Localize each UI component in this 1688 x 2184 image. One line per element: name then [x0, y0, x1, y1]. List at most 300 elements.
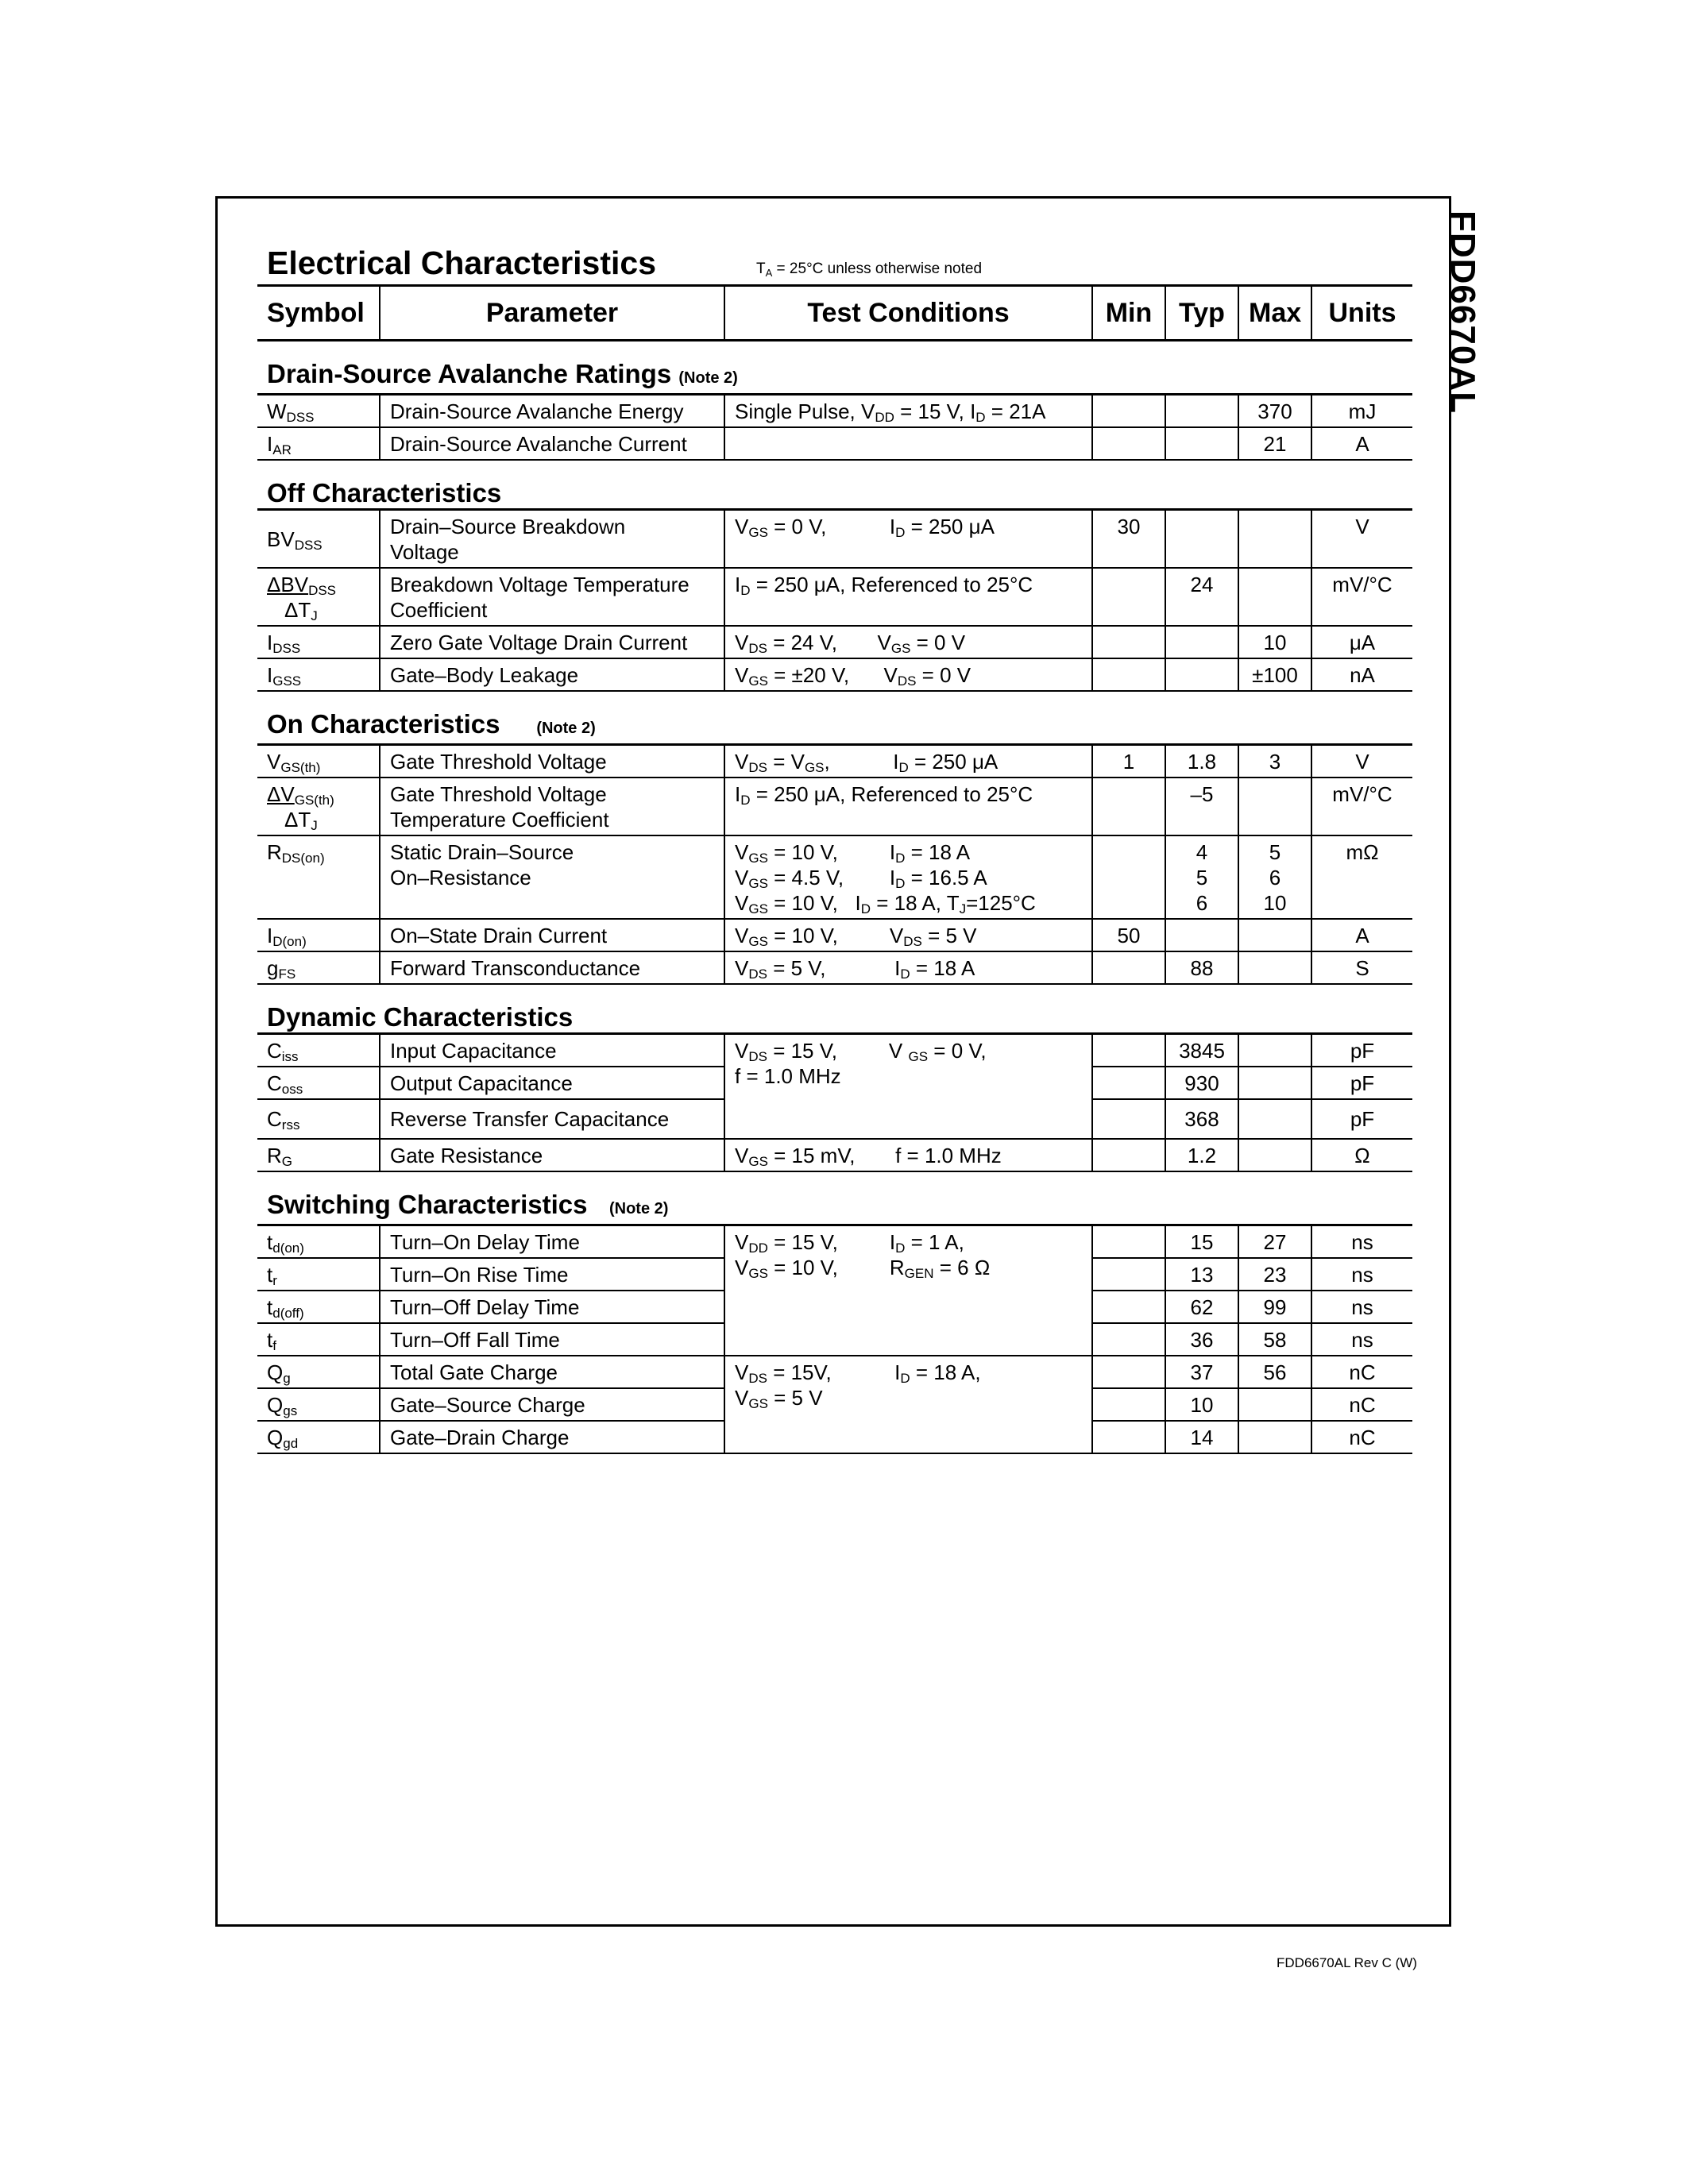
table-cell: mV/°C: [1311, 778, 1412, 835]
table-cell: [1092, 835, 1165, 919]
table-cell: [267, 781, 369, 807]
table-cell: I: [267, 663, 273, 687]
table-cell: R: [267, 1144, 282, 1167]
table-cell: [257, 951, 380, 984]
table-row: [257, 510, 1412, 569]
table-cell: W: [267, 399, 287, 423]
test-condition: $V_{DS} = V_{GS}$, $I_D = 250$ μA: [724, 745, 1092, 778]
table-cell: Zero Gate Voltage Drain Current: [380, 626, 724, 658]
table-cell: –5: [1165, 778, 1238, 835]
table-cell: [1165, 427, 1238, 460]
subscript: gd: [283, 1436, 299, 1451]
table-cell: Output Capacitance: [380, 1067, 724, 1099]
header-min: Min: [1092, 286, 1165, 341]
table-cell: 88: [1165, 951, 1238, 984]
test-condition: $V_{DS} = 15V$, $I_D = 18$ A,: [735, 1360, 981, 1386]
table-cell: [1238, 568, 1311, 626]
page-title: Electrical Characteristics: [267, 245, 656, 281]
table-cell: Total Gate Charge: [380, 1356, 724, 1388]
table-cell: [1238, 1099, 1311, 1139]
subscript: DS: [748, 1049, 767, 1064]
table-cell: [1092, 395, 1165, 428]
header-test-conditions: Test Conditions: [724, 286, 1092, 341]
table-cell: [724, 1034, 1092, 1140]
table-cell: [1092, 1099, 1165, 1139]
table-cell: Coefficient: [390, 598, 488, 622]
table-cell: [257, 778, 380, 835]
table-cell: [257, 1067, 380, 1099]
table-cell: I: [267, 432, 273, 456]
subscript: f: [272, 1338, 276, 1353]
table-cell: = 25°C unless otherwise noted: [772, 260, 983, 277]
table-cell: nC: [1311, 1356, 1412, 1388]
table-row: [257, 395, 1412, 428]
table-cell: Turn–On Rise Time: [380, 1258, 724, 1291]
table-cell: V: [1311, 745, 1412, 778]
table-cell: ±100: [1238, 658, 1311, 691]
subscript: D: [895, 876, 906, 891]
test-condition: $V_{GS} = \pm 20$ V, $V_{DS} = 0$ V: [724, 658, 1092, 691]
table-cell: Dynamic Characteristics: [267, 1002, 574, 1032]
table-cell: [257, 1356, 380, 1388]
table-cell: ΔV: [267, 782, 295, 806]
table-cell: [257, 1034, 380, 1067]
subscript: DS(on): [281, 851, 325, 866]
subscript: DD: [875, 410, 894, 425]
subscript: D: [895, 1241, 906, 1256]
subscript: FS: [278, 967, 296, 982]
table-cell: 10: [1238, 626, 1311, 658]
subscript: GS: [804, 760, 825, 775]
subscript: D: [900, 1371, 910, 1386]
table-cell: Gate–Body Leakage: [380, 658, 724, 691]
table-cell: [1165, 835, 1238, 919]
table-cell: 370: [1238, 395, 1311, 428]
table-cell: 1.2: [1165, 1139, 1238, 1171]
table-cell: [257, 835, 380, 919]
table-header-row: [257, 286, 1412, 341]
subscript: rss: [281, 1117, 300, 1133]
test-condition: $I_D = 250$ μA, Referenced to 25°C: [724, 778, 1092, 835]
table-cell: Turn–Off Fall Time: [380, 1323, 724, 1356]
table-cell: Reverse Transfer Capacitance: [380, 1099, 724, 1139]
table-cell: [1165, 919, 1238, 951]
table-cell: 21: [1238, 427, 1311, 460]
table-cell: Gate Threshold Voltage: [380, 745, 724, 778]
subscript: J: [311, 818, 318, 833]
table-cell: [257, 691, 1412, 745]
subscript: D: [975, 410, 986, 425]
table-cell: Breakdown Voltage Temperature: [390, 573, 689, 596]
test-condition: $V_{DS} = 5$ V, $I_D = 18$ A: [724, 951, 1092, 984]
table-cell: Drain-Source Avalanche Current: [380, 427, 724, 460]
section-avalanche: [257, 341, 1412, 395]
table-cell: mΩ: [1311, 835, 1412, 919]
subscript: A: [765, 267, 773, 279]
table-cell: [1238, 1388, 1311, 1421]
subscript: GSS: [272, 673, 302, 689]
table-cell: Q: [267, 1393, 284, 1417]
subscript: d(off): [272, 1306, 304, 1321]
table-cell: ns: [1311, 1225, 1412, 1259]
subscript: DSS: [308, 583, 337, 598]
table-cell: [257, 510, 380, 569]
table-cell: [257, 427, 380, 460]
table-cell: 5: [1196, 866, 1208, 889]
table-cell: nA: [1311, 658, 1412, 691]
test-condition: $V_{DS} = 24$ V, $V_{GS} = 0$ V: [724, 626, 1092, 658]
condition-note: [756, 260, 982, 278]
table-cell: Gate Threshold Voltage: [390, 782, 607, 806]
section-switching: [257, 1171, 1412, 1225]
table-cell: A: [1311, 427, 1412, 460]
header-symbol: Symbol: [257, 286, 380, 341]
table-cell: mJ: [1311, 395, 1412, 428]
table-cell: [257, 1139, 380, 1171]
table-row: [257, 427, 1412, 460]
table-cell: [724, 427, 1092, 460]
test-condition: $V_{GS} = 10$ V, $I_D = 18$ A: [735, 840, 971, 866]
table-cell: [380, 778, 724, 835]
table-cell: Switching Characteristics: [267, 1190, 588, 1219]
table-cell: pF: [1311, 1067, 1412, 1099]
subscript: GS: [748, 1154, 768, 1169]
table-cell: [257, 1225, 380, 1259]
table-cell: ns: [1311, 1291, 1412, 1323]
table-cell: I: [267, 924, 273, 947]
test-condition: $V_{GS} = 10$ V, $R_{GEN} = 6$ Ω: [735, 1256, 991, 1281]
subscript: DSS: [294, 538, 323, 553]
subscript: DSS: [272, 641, 301, 656]
table-cell: [1238, 510, 1311, 569]
table-cell: g: [267, 956, 279, 980]
table-cell: [1165, 510, 1238, 569]
subscript: D: [898, 760, 909, 775]
subscript: DD: [748, 1241, 768, 1256]
table-cell: [1165, 658, 1238, 691]
table-cell: [1092, 1356, 1165, 1388]
table-cell: [1092, 1258, 1165, 1291]
table-cell: pF: [1311, 1099, 1412, 1139]
table-cell: [257, 1323, 380, 1356]
table-cell: (Note 2): [608, 1200, 669, 1217]
subscript: d(on): [272, 1241, 304, 1256]
subscript: J: [311, 608, 318, 623]
section-dynamic: [257, 984, 1412, 1034]
table-cell: 37: [1165, 1356, 1238, 1388]
subscript: GS: [748, 934, 768, 949]
table-cell: 14: [1165, 1421, 1238, 1453]
footer-revision: FDD6670AL Rev C (W): [1277, 1955, 1417, 1970]
test-condition: $V_{DD} = 15$ V, $I_D = 1$ A,: [735, 1230, 964, 1256]
table-cell: (Note 2): [678, 369, 738, 387]
table-cell: [267, 807, 369, 832]
table-cell: S: [1311, 951, 1412, 984]
subscript: DSS: [286, 410, 315, 425]
table-cell: 4: [1196, 840, 1208, 864]
subscript: GS: [748, 1396, 768, 1411]
subscript: J: [959, 901, 967, 916]
test-condition: $V_{GS} = 4.5$ V, $I_D = 16.5$ A: [735, 866, 987, 891]
table-cell: [257, 1099, 380, 1139]
table-cell: 6: [1196, 891, 1208, 915]
table-cell: 930: [1165, 1067, 1238, 1099]
table-cell: ns: [1311, 1258, 1412, 1291]
table-cell: [1092, 626, 1165, 658]
section-off: [257, 460, 1412, 510]
subscript: DS: [748, 967, 767, 982]
electrical-characteristics-table: [257, 284, 1412, 1454]
subscript: GS: [748, 876, 768, 891]
table-cell: 50: [1092, 919, 1165, 951]
subscript: D: [900, 967, 910, 982]
table-cell: [257, 1171, 1412, 1225]
table-cell: mV/°C: [1311, 568, 1412, 626]
test-condition: $I_D = 250$ μA, Referenced to 25°C: [724, 568, 1092, 626]
table-cell: 6: [1269, 866, 1281, 889]
subscript: DS: [748, 641, 767, 656]
table-cell: [1092, 568, 1165, 626]
subscript: D: [740, 583, 751, 598]
table-cell: [1238, 835, 1311, 919]
table-cell: 3845: [1165, 1034, 1238, 1067]
table-cell: [724, 1225, 1092, 1356]
table-cell: [1238, 1421, 1311, 1453]
table-cell: [257, 626, 380, 658]
subscript: GS: [748, 673, 768, 689]
table-cell: 56: [1238, 1356, 1311, 1388]
table-cell: nC: [1311, 1421, 1412, 1453]
table-cell: 62: [1165, 1291, 1238, 1323]
table-cell: [257, 395, 380, 428]
table-cell: pF: [1311, 1034, 1412, 1067]
table-cell: Voltage: [390, 540, 459, 564]
test-condition: $V_{GS} = 5$ V: [735, 1386, 823, 1411]
table-cell: [1092, 1067, 1165, 1099]
table-cell: A: [1311, 919, 1412, 951]
subscript: DS: [748, 760, 767, 775]
table-cell: [257, 658, 380, 691]
table-cell: ΔT: [284, 598, 311, 622]
table-cell: [1092, 1034, 1165, 1067]
table-cell: [257, 919, 380, 951]
test-condition: $V_{GS} = 0$ V, $I_D = 250$ μA: [724, 510, 1092, 569]
subscript: gs: [283, 1403, 298, 1418]
table-cell: [257, 341, 1412, 395]
table-row: [257, 1139, 1412, 1171]
table-cell: 36: [1165, 1323, 1238, 1356]
subscript: r: [272, 1273, 277, 1288]
table-cell: Q: [267, 1360, 284, 1384]
table-cell: [257, 1388, 380, 1421]
table-row: [257, 1225, 1412, 1259]
subscript: G: [281, 1154, 293, 1169]
table-cell: [724, 835, 1092, 919]
table-cell: [257, 460, 1412, 510]
table-cell: [380, 835, 724, 919]
table-cell: On–Resistance: [390, 866, 531, 889]
header-max: Max: [1238, 286, 1311, 341]
subscript: GS: [748, 851, 768, 866]
table-cell: [1092, 1323, 1165, 1356]
table-cell: 10: [1165, 1388, 1238, 1421]
table-cell: Gate–Source Charge: [380, 1388, 724, 1421]
table-cell: Off Characteristics: [267, 478, 502, 507]
table-cell: Ω: [1311, 1139, 1412, 1171]
table-cell: t: [267, 1295, 273, 1319]
table-cell: 13: [1165, 1258, 1238, 1291]
table-cell: 368: [1165, 1099, 1238, 1139]
table-cell: 99: [1238, 1291, 1311, 1323]
table-cell: 30: [1092, 510, 1165, 569]
table-cell: Drain-Source Avalanche Ratings: [267, 359, 672, 388]
table-cell: [257, 745, 380, 778]
table-cell: Gate–Drain Charge: [380, 1421, 724, 1453]
table-cell: [1092, 1225, 1165, 1259]
table-row: [257, 919, 1412, 951]
table-cell: [1092, 427, 1165, 460]
table-cell: V: [267, 750, 281, 774]
table-cell: [257, 568, 380, 626]
table-row: [257, 951, 1412, 984]
subscript: GS: [890, 641, 911, 656]
subscript: D: [740, 793, 751, 808]
table-cell: 10: [1263, 891, 1287, 915]
subscript: GEN: [904, 1266, 934, 1281]
table-cell: I: [267, 631, 273, 654]
table-cell: [1238, 951, 1311, 984]
table-cell: [1092, 1139, 1165, 1171]
subscript: iss: [281, 1049, 299, 1064]
table-cell: On–State Drain Current: [380, 919, 724, 951]
subscript: GS(th): [294, 793, 334, 808]
table-cell: 5: [1269, 840, 1281, 864]
subscript: DS: [897, 673, 917, 689]
table-row: [257, 1356, 1412, 1388]
table-cell: 3: [1238, 745, 1311, 778]
table-cell: [1238, 1067, 1311, 1099]
table-cell: 58: [1238, 1323, 1311, 1356]
subscript: GS: [908, 1049, 929, 1064]
table-row: [257, 745, 1412, 778]
table-cell: ΔT: [284, 808, 311, 832]
table-row: [257, 658, 1412, 691]
test-condition: Single Pulse, $V_{DD} = 15$ V, $I_D = 21A$: [724, 395, 1092, 428]
table-cell: C: [267, 1039, 282, 1063]
header-parameter: Parameter: [380, 286, 724, 341]
table-cell: Turn–Off Delay Time: [380, 1291, 724, 1323]
subscript: GS: [748, 525, 768, 540]
subscript: GS: [748, 901, 768, 916]
test-condition: $V_{DS} = 15$ V, V $_{GS}$ = 0 V,: [735, 1039, 987, 1064]
table-cell: ΔBV: [267, 573, 309, 596]
table-cell: [257, 1291, 380, 1323]
table-cell: On Characteristics: [267, 709, 500, 739]
table-cell: R: [267, 840, 282, 864]
section-on: [257, 691, 1412, 745]
table-cell: Gate Resistance: [380, 1139, 724, 1171]
table-cell: [380, 568, 724, 626]
table-cell: 23: [1238, 1258, 1311, 1291]
subscript: D: [895, 851, 906, 866]
table-cell: C: [267, 1107, 282, 1131]
table-cell: [724, 1356, 1092, 1453]
header-units: Units: [1311, 286, 1412, 341]
table-cell: Forward Transconductance: [380, 951, 724, 984]
table-cell: [1165, 395, 1238, 428]
table-cell: μA: [1311, 626, 1412, 658]
table-row: [257, 1034, 1412, 1067]
table-cell: [1092, 658, 1165, 691]
table-cell: [1092, 1388, 1165, 1421]
table-cell: [1092, 778, 1165, 835]
table-row: [257, 568, 1412, 626]
table-cell: Turn–On Delay Time: [380, 1225, 724, 1259]
subscript: GS(th): [280, 760, 321, 775]
table-cell: C: [267, 1071, 282, 1095]
table-cell: [257, 1258, 380, 1291]
table-cell: [267, 572, 369, 597]
table-cell: (Note 2): [536, 720, 596, 737]
table-cell: [1092, 1421, 1165, 1453]
table-cell: T: [756, 260, 766, 277]
table-row: [257, 626, 1412, 658]
table-cell: Temperature Coefficient: [390, 808, 609, 832]
test-condition: $V_{GS} = 10$ V, $V_{DS} = 5$ V: [724, 919, 1092, 951]
table-cell: Q: [267, 1426, 284, 1449]
table-cell: Drain-Source Avalanche Energy: [380, 395, 724, 428]
subscript: AR: [272, 442, 292, 457]
subscript: D: [860, 901, 871, 916]
table-cell: Static Drain–Source: [390, 840, 574, 864]
subscript: D(on): [272, 934, 307, 949]
test-condition: $V_{GS} = 10$ V, $I_D = 18$ A, $T_J=125^\circ C$: [735, 891, 1036, 916]
test-condition: $V_{GS} = 15$ mV, f = 1.0 MHz: [724, 1139, 1092, 1171]
table-cell: ns: [1311, 1323, 1412, 1356]
table-cell: [1092, 1291, 1165, 1323]
subscript: GS: [748, 1266, 768, 1281]
table-cell: V: [1311, 510, 1412, 569]
table-cell: 15: [1165, 1225, 1238, 1259]
table-cell: [1165, 626, 1238, 658]
table-cell: [1238, 1034, 1311, 1067]
table-cell: BV: [267, 527, 295, 551]
table-cell: 1: [1092, 745, 1165, 778]
table-cell: [1238, 778, 1311, 835]
table-cell: 24: [1165, 568, 1238, 626]
table-cell: 27: [1238, 1225, 1311, 1259]
table-cell: t: [267, 1263, 273, 1287]
table-cell: Input Capacitance: [380, 1034, 724, 1067]
table-cell: [257, 1421, 380, 1453]
part-number-side-title: FDD6670AL: [1443, 210, 1482, 414]
table-row: [257, 835, 1412, 919]
table-cell: t: [267, 1328, 273, 1352]
subscript: oss: [281, 1082, 303, 1097]
table-cell: Drain–Source Breakdown: [390, 515, 626, 538]
subscript: DS: [748, 1371, 767, 1386]
subscript: DS: [903, 934, 922, 949]
subscript: g: [283, 1371, 291, 1386]
table-cell: [1238, 1139, 1311, 1171]
table-row: [257, 778, 1412, 835]
table-cell: 1.8: [1165, 745, 1238, 778]
table-cell: [1238, 919, 1311, 951]
table-cell: [1092, 951, 1165, 984]
table-cell: [380, 510, 724, 569]
subscript: D: [895, 525, 906, 540]
table-cell: t: [267, 1230, 273, 1254]
